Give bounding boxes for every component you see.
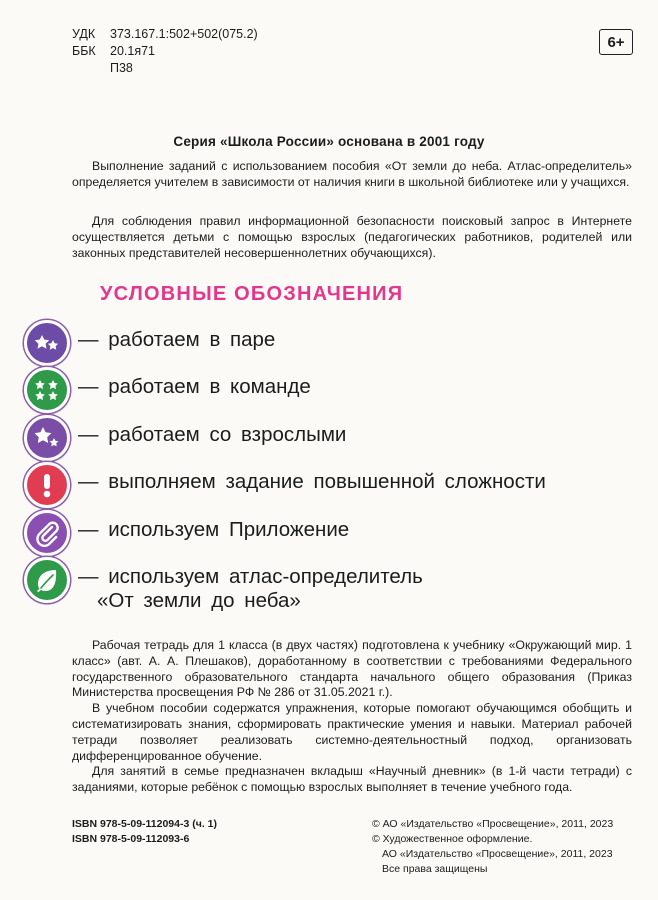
copyright-block: © АО «Издательство «Просвещение», 2011, 2023 © Художественное оформление. АО «Издательство «Просвещение», 2011, 2023 Все права защищены	[372, 818, 614, 875]
legend-label: — работаем в команде	[78, 375, 311, 398]
legend-label: — используем атлас-определитель «От земли до неба»	[78, 565, 423, 612]
legend-label: — работаем в паре	[78, 328, 276, 351]
description-paragraph: В учебном пособии содержатся упражнения, которые помогают обучающимся обобщить и систематизировать знания, сформировать практические умения и навыки. Материал рабочей тетради позволяет реализовать системно-деятельностный подход, организовать дифференцированное обучение.	[72, 701, 632, 763]
leaf-icon	[24, 557, 70, 603]
stars-adult-icon	[24, 415, 70, 461]
legend-item-difficult	[24, 462, 546, 508]
description-paragraph: Рабочая тетрадь для 1 класса (в двух частях) подготовлена к учебнику «Окружающий мир. 1 класс» (авт. А. А. Плешаков), доработанному в соответствии с требованиями Федерального государственного образовательного стандарта начального общего образования (Приказ Министерства просвещения РФ № 286 от 31.05.2021 г.).	[72, 638, 632, 700]
paperclip-icon	[24, 510, 70, 556]
legend-item-team	[24, 367, 311, 413]
legend-item-pair	[24, 320, 275, 366]
age-rating-badge: 6+	[599, 29, 633, 55]
legend-item-appendix	[24, 510, 349, 556]
biblio-row: УДК 373.167.1:502+502(075.2)	[72, 27, 258, 41]
intro-paragraph: Для соблюдения правил информационной безопасности поисковый запрос в Интернете осуществляется детьми с помощью взрослых (педагогических работников, родителей или законных представителей несовершеннолетних обучающихся).	[72, 214, 632, 260]
isbn-block: ISBN 978-5-09-112094-3 (ч. 1) ISBN 978-5-09-112093-6	[72, 818, 218, 845]
biblio-row: ББК 20.1я71	[72, 44, 156, 58]
stars-pair-icon	[24, 320, 70, 366]
legend-label: — используем Приложение	[78, 518, 350, 541]
stars-team-icon	[24, 367, 70, 413]
description-block	[72, 638, 632, 796]
biblio-row: П38	[110, 61, 133, 75]
legend-label: — выполняем задание повышенной сложности	[78, 470, 546, 493]
legend-item-adults	[24, 415, 346, 461]
series-heading: Серия «Школа России» основана в 2001 году	[173, 134, 485, 149]
legend-label: — работаем со взрослыми	[78, 423, 347, 446]
description-paragraph: Для занятий в семье предназначен вкладыш «Научный дневник» (в 1-й части тетради) с заданиями, которые ребёнок с помощью взрослых выполняет в течение учебного года.	[72, 764, 632, 795]
legend-title: УСЛОВНЫЕ ОБОЗНАЧЕНИЯ	[100, 283, 404, 305]
intro-paragraph: Выполнение заданий с использованием пособия «От земли до неба. Атлас-определитель» определяется учителем в зависимости от наличия книги в школьной библиотеке или у учащихся.	[72, 159, 632, 189]
legend-item-atlas	[24, 557, 423, 613]
exclamation-icon	[24, 462, 70, 508]
bibliographic-codes	[72, 26, 258, 77]
